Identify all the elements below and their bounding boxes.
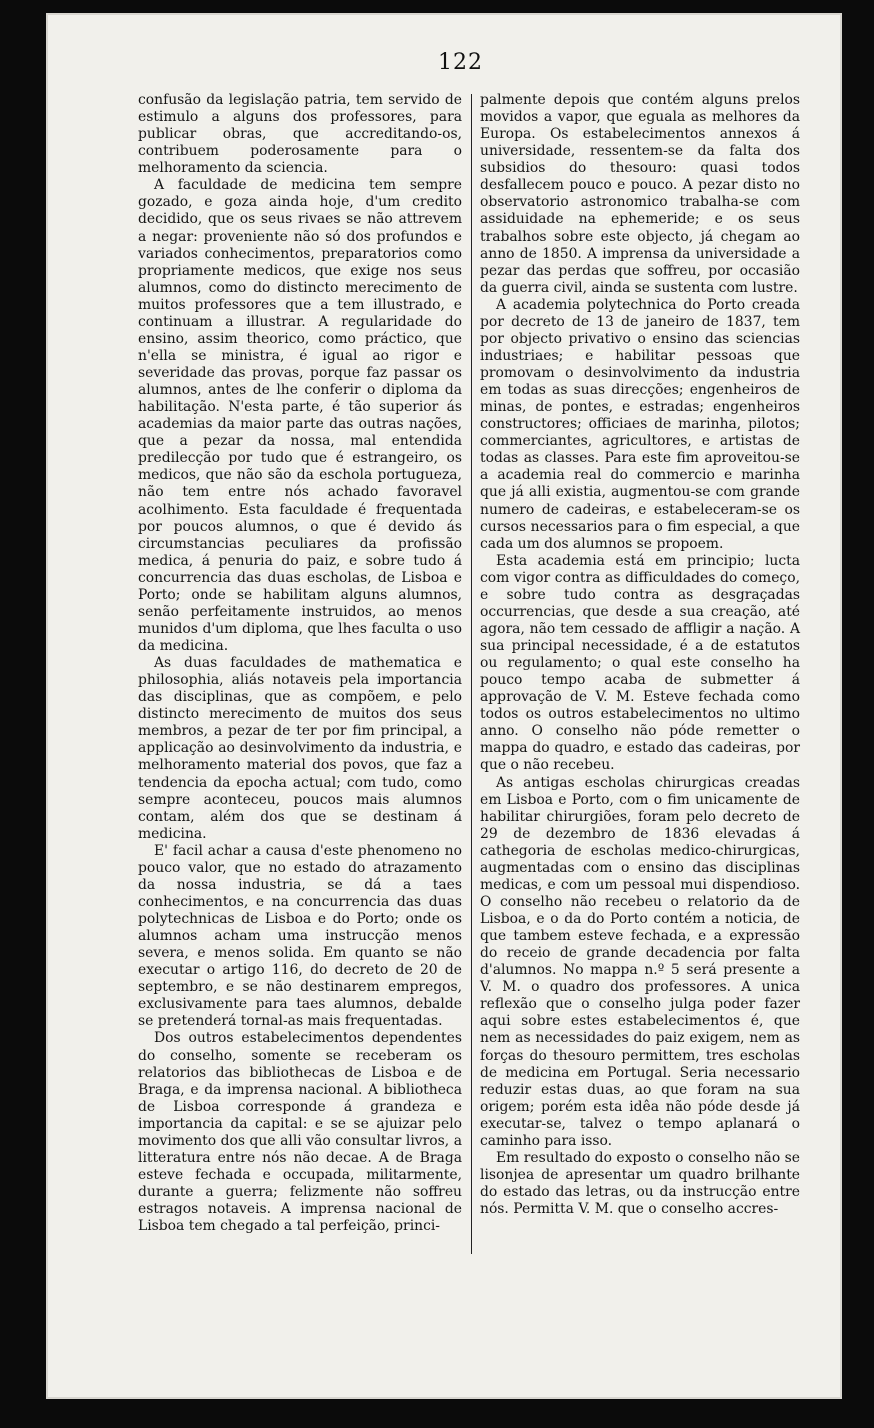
paragraph: Esta academia está em principio; lucta com vigor contra as difficuldades do começo, e sobre tudo contra as desgraçadas occurrencias, que desde a sua creação, até agora, não tem cessado de affligir a nação. A sua principal necessidade, é a de estatutos ou regulamento; o qual este conselho ha pouco tempo acaba de submetter á approvação de V. M. Esteve fechada como todos os outros estabelecimentos no ultimo anno. O conselho não póde remetter o mappa do quadro, e estado das cadeiras, por que o não recebeu. <box>480 552 800 774</box>
paragraph: E' facil achar a causa d'este phenomeno no pouco valor, que no estado do atrazamento da nossa industria, se dá a taes conhecimentos, e na concurrencia das duas polytechnicas de Lisboa e do Porto; onde os alumnos acham uma instrucção menos severa, e menos solida. Em quanto se não executar o artigo 116, do decreto de 20 de septembro, e se não destinarem empregos, exclusivamente para taes alumnos, debalde se pretenderá tornal-as mais frequentadas. <box>138 842 462 1030</box>
paragraph: A academia polytechnica do Porto creada por decreto de 13 de janeiro de 1837, tem por objecto privativo o ensino das sciencias industriaes; e habilitar pessoas que promovam o desinvolvimento da industria em todas as suas direcções; engenheiros de minas, de pontes, e estradas; engenheiros constructores; officiaes de marinha, pilotos; commerciantes, agricultores, e artistas de todas as classes. Para este fim aproveitou-se a academia real do commercio e marinha que já alli existia, augmentou-se com grande numero de cadeiras, e estabeleceram-se os cursos necessarios para o fim especial, a que cada um dos alumnos se propoem. <box>480 296 800 552</box>
paragraph: A faculdade de medicina tem sempre gozado, e goza ainda hoje, d'um credito decidido, que os seus rivaes se não attrevem a negar: proveniente não só dos profundos e variados conhecimentos, preparatorios como propriamente medicos, que exige nos seus alumnos, como do distincto merecimento de muitos professores que a tem illustrado, e continuam a illustrar. A regularidade do ensino, assim theorico, como práctico, que n'ella se ministra, é igual ao rigor e severidade das provas, porque faz passar os alumnos, antes de lhe conferir o diploma da habilitação. N'esta parte, é tão superior ás academias da maior parte das outras nações, que a pezar da nossa, mal entendida predilecção por tudo que é estrangeiro, os medicos, que não são da eschola portugueza, não tem entre nós achado favoravel acolhimento. Esta faculdade é frequentada por poucos alumnos, o que é devido ás circumstancias peculiares da profissão medica, á penuria do paiz, e sobre tudo á concurrencia das duas escholas, de Lisboa e Porto; onde se habilitam alguns alumnos, senão perfeitamente instruidos, ao menos munidos d'um diploma, que lhes faculta o uso da medicina. <box>138 177 462 654</box>
paragraph: palmente depois que contém alguns prelos movidos a vapor, que eguala as melhores da Europa. Os estabelecimentos annexos á universidade, ressentem-se da falta dos subsidios do thesouro: quasi todos desfallecem pouco e pouco. A pezar disto no observatorio astronomico trabalha-se com assiduidade na ephemeride; e os seus trabalhos sobre este objecto, já chegam ao anno de 1850. A imprensa da universidade a pezar das perdas que soffreu, por occasião da guerra civil, ainda se sustenta com lustre. <box>480 92 800 296</box>
paragraph: Em resultado do exposto o conselho não se lisonjea de apresentar um quadro brilhante do estado das letras, ou da instrucção entre nós. Permitta V. M. que o conselho accres- <box>480 1149 800 1218</box>
paragraph: Dos outros estabelecimentos dependentes do conselho, somente se receberam os relatorios das bibliothecas de Lisboa e de Braga, e da imprensa nacional. A bibliotheca de Lisboa corresponde á grandeza e importancia da capital: e se se ajuizar pelo movimento dos que alli vão consultar livros, a litteratura entre nós não decae. A de Braga esteve fechada e occupada, militarmente, durante a guerra; felizmente não soffreu estragos notaveis. A imprensa nacional de Lisboa tem chegado a tal perfeição, princi- <box>138 1030 462 1235</box>
paragraph: As duas faculdades de mathematica e philosophia, aliás notaveis pela importancia das disciplinas, que as compõem, e pelo distincto merecimento de muitos dos seus membros, a pezar de ter por fim principal, a applicação ao desinvolvimento da industria, e melhoramento material dos povos, que faz a tendencia da epocha actual; com tudo, como sempre aconteceu, poucos mais alumnos contam, além dos que se destinam á medicina. <box>138 655 462 842</box>
page-number: 122 <box>438 50 483 75</box>
paragraph: confusão da legislação patria, tem servido de estimulo a alguns dos professores, para publicar obras, que accreditando-os, contribuem poderosamente para o melhoramento da sciencia. <box>138 92 462 177</box>
right-column <box>480 92 800 1218</box>
column-divider <box>471 94 472 1254</box>
paragraph: As antigas escholas chirurgicas creadas em Lisboa e Porto, com o fim unicamente de habilitar chirurgiões, foram pelo decreto de 29 de dezembro de 1836 elevadas á cathegoria de escholas medico-chirurgicas, augmentadas com o ensino das disciplinas medicas, e com um pessoal mui dispendioso. O conselho não recebeu o relatorio da de Lisboa, e o da do Porto contém a noticia, de que tambem esteve fechada, e a expressão do receio de grande decadencia por falta d'alumnos. No mappa n.º 5 será presente a V. M. o quadro dos professores. A unica reflexão que o conselho julga poder fazer aqui sobre estes estabelecimentos é, que nem as necessidades do paiz exigem, nem as forças do thesouro permittem, tres escholas de medicina em Portugal. Seria necessario reduzir estas duas, ao que foram na sua origem; porém esta idêa não póde desde já executar-se, talvez o tempo aplanará o caminho para isso. <box>480 774 800 1149</box>
left-column <box>138 92 462 1235</box>
